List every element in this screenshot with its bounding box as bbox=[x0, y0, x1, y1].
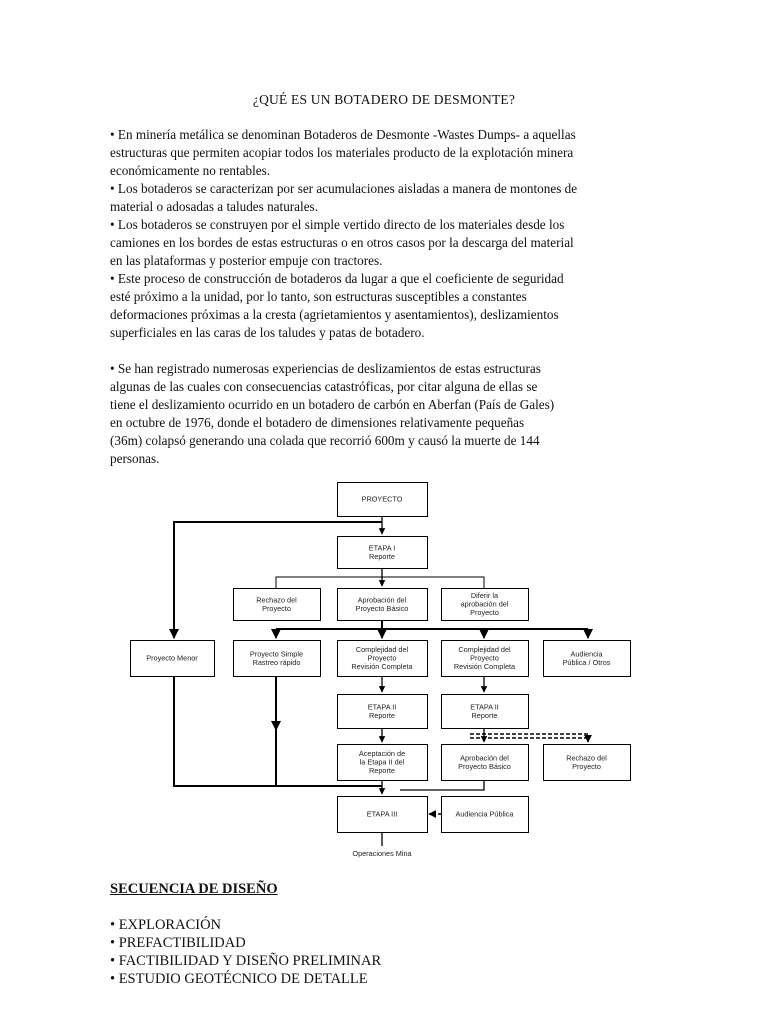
text-line: • En minería metálica se denominan Botaderos de Desmonte -Wastes Dumps- a aquellas bbox=[110, 127, 576, 142]
flow-box-simple bbox=[234, 641, 321, 677]
section-title: SECUENCIA DE DISEÑO bbox=[110, 881, 278, 897]
flow-box-label: ETAPA I bbox=[368, 543, 396, 553]
flow-box-complej2 bbox=[442, 641, 529, 677]
text-line: algunas de las cuales con consecuencias catastróficas, por citar alguna de ellas se bbox=[110, 379, 538, 394]
flow-box-proyecto bbox=[338, 483, 428, 517]
list-item: • FACTIBILIDAD Y DISEÑO PRELIMINAR bbox=[110, 953, 382, 969]
flow-box-label: Aceptación de bbox=[358, 749, 406, 758]
flow-box-audiencia2 bbox=[442, 797, 529, 833]
flow-box-proyecto-menor bbox=[131, 641, 215, 677]
flow-box-aprob2 bbox=[442, 745, 529, 781]
body-text bbox=[110, 126, 670, 468]
text-line: tiene el deslizamiento ocurrido en un botadero de carbón en Aberfan (País de Gales) bbox=[110, 397, 555, 412]
flow-box-label: Reporte bbox=[369, 551, 395, 561]
flow-box-label: Proyecto bbox=[572, 761, 601, 771]
flow-box-label: Aprobación del bbox=[460, 753, 509, 763]
flow-box-label: ETAPA III bbox=[366, 809, 398, 819]
operations-label: Operaciones Mina bbox=[352, 849, 412, 858]
flow-box-label: Proyecto bbox=[367, 653, 397, 663]
page-title: ¿QUÉ ES UN BOTADERO DE DESMONTE? bbox=[252, 92, 516, 107]
flow-box-aceptacion bbox=[338, 745, 428, 781]
connector-line bbox=[382, 577, 484, 588]
flow-box-audiencia1 bbox=[544, 641, 631, 677]
flow-box-label: Revisión Completa bbox=[351, 662, 413, 672]
text-line: personas. bbox=[110, 451, 160, 466]
flow-box-label: Proyecto bbox=[470, 653, 499, 663]
flow-box-etapa3 bbox=[338, 797, 428, 833]
flow-box-rechazo2 bbox=[544, 745, 631, 781]
sequence-list bbox=[110, 916, 381, 988]
text-line: • Este proceso de construcción de botaderos da lugar a que el coeficiente de seguridad bbox=[110, 271, 564, 286]
connector-line bbox=[276, 577, 382, 588]
flow-box-etapa1 bbox=[338, 537, 428, 569]
list-item: • ESTUDIO GEOTÉCNICO DE DETALLE bbox=[110, 971, 368, 987]
text-line: esté próximo a la unidad, por lo tanto, son estructuras susceptibles a constantes bbox=[110, 289, 527, 304]
text-line: camiones en los bordes de estas estructuras o en otros casos por la descarga del material bbox=[110, 235, 574, 250]
flow-box-etapa2b bbox=[442, 695, 529, 729]
flow-box-label: Audiencia Pública bbox=[455, 809, 514, 819]
flow-box-rechazo1 bbox=[234, 589, 321, 621]
flow-box-label: Proyecto Simple bbox=[249, 649, 304, 659]
text-line: • Los botaderos se caracterizan por ser acumulaciones aisladas a manera de montones de bbox=[110, 181, 578, 196]
flow-box-label: ETAPA II bbox=[470, 702, 499, 712]
flow-box-label: Rechazo del bbox=[256, 595, 297, 605]
text-line: • Los botaderos se construyen por el simple vertido directo de los materiales desde los bbox=[110, 217, 565, 232]
text-line: • Se han registrado numerosas experiencias de deslizamientos de estas estructuras bbox=[110, 361, 541, 376]
list-item: • EXPLORACIÓN bbox=[110, 917, 222, 933]
flowchart-diagram bbox=[0, 470, 768, 865]
flow-box-label: Proyecto Básico bbox=[355, 603, 409, 613]
flow-box-label: Diferir la bbox=[470, 591, 499, 600]
flow-box-label: ETAPA II bbox=[367, 702, 397, 712]
connector-line bbox=[400, 780, 484, 790]
flow-box-label: aprobación del bbox=[460, 599, 509, 609]
flow-box-label: Reporte bbox=[369, 766, 395, 776]
text-line: (36m) colapsó generando una colada que recorrió 600m y causó la muerte de 144 bbox=[110, 433, 540, 448]
text-line: en octubre de 1976, donde el botadero de dimensiones relativamente pequeñas bbox=[110, 415, 525, 430]
flow-box-label: Proyecto bbox=[470, 608, 499, 618]
flow-box-label: Revisión Completa bbox=[453, 662, 516, 672]
flow-box-label: Complejidad del bbox=[355, 645, 409, 654]
text-line: estructuras que permiten acopiar todos los materiales producto de la explotación minera bbox=[110, 145, 574, 160]
flow-box-label: Complejidad del bbox=[458, 645, 511, 654]
flowchart-boxes bbox=[131, 483, 631, 859]
flow-box-label: Proyecto Menor bbox=[146, 653, 198, 663]
text-line: en las plataformas y posterior empuje con tractores. bbox=[110, 253, 383, 268]
flow-box-label: Aprobación del bbox=[357, 595, 407, 605]
flow-box-label: la Etapa II del bbox=[359, 757, 405, 767]
connector-arrow bbox=[470, 738, 588, 742]
text-line: material o adosadas a taludes naturales. bbox=[110, 199, 318, 214]
list-item: • PREFACTIBILIDAD bbox=[110, 935, 246, 951]
flow-box-etapa2a bbox=[338, 695, 428, 729]
flow-box-complej1 bbox=[338, 641, 428, 677]
flow-box-diferir bbox=[442, 589, 529, 621]
flow-box-label: Proyecto bbox=[262, 603, 291, 613]
flow-box-label: Rechazo del bbox=[566, 753, 607, 763]
flow-box-label: Rastreo rápido bbox=[252, 657, 301, 667]
flow-box-label: Reporte bbox=[471, 710, 498, 720]
text-line: económicamente no rentables. bbox=[110, 163, 271, 178]
flow-box-label: Proyecto Básico bbox=[458, 761, 511, 771]
flow-box-label: Audiencia bbox=[570, 649, 603, 659]
text-line: deformaciones próximas a la cresta (agrietamientos y asentamientos), deslizamientos bbox=[110, 307, 559, 322]
flow-box-label: Reporte bbox=[369, 710, 395, 720]
flow-box-label: Pública / Otros bbox=[562, 657, 611, 667]
flow-box-label: PROYECTO bbox=[361, 494, 403, 504]
flow-box-aprob-basico bbox=[338, 589, 428, 621]
text-line: superficiales en las caras de los taludes y patas de botadero. bbox=[110, 325, 425, 340]
